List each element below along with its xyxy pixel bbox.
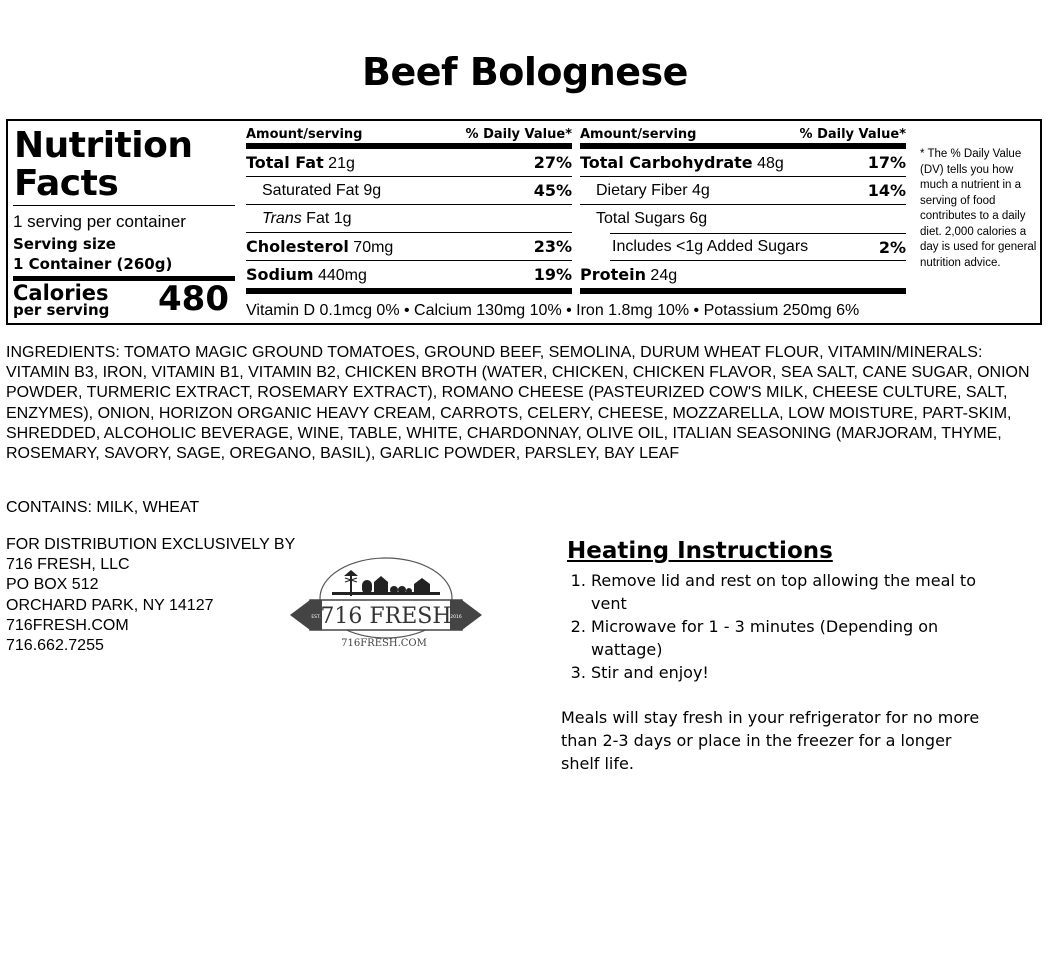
servings-per-container: 1 serving per container bbox=[13, 212, 186, 231]
logo-est: EST. bbox=[311, 615, 321, 620]
heating-title: Heating Instructions bbox=[567, 538, 833, 564]
calories-value: 480 bbox=[158, 279, 229, 319]
row-protein bbox=[580, 261, 906, 294]
nutrient-dv: 14% bbox=[867, 181, 906, 200]
row-saturated-fat bbox=[246, 177, 572, 205]
row-added-sugars bbox=[610, 233, 906, 261]
serving-size bbox=[13, 234, 172, 274]
nutrition-facts-panel bbox=[6, 119, 1042, 325]
row-total-carbohydrate bbox=[580, 149, 906, 177]
nutrient-amount: 21g bbox=[323, 154, 355, 172]
nutrient-column-right bbox=[580, 125, 906, 294]
dv-header: % Daily Value* bbox=[799, 127, 906, 142]
row-sodium bbox=[246, 261, 572, 294]
divider bbox=[13, 205, 235, 206]
nutrient-dv: 23% bbox=[533, 237, 572, 256]
daily-value-footnote: * The % Daily Value (DV) tells you how much a nutrient in a serving of food contributes to a daily diet. 2,000 calories a day is used for general nutrition advice. bbox=[920, 148, 1037, 269]
nutrient-name: Cholesterol bbox=[246, 236, 349, 256]
brand-logo bbox=[288, 552, 484, 654]
logo-wordmark: 716 FRESH bbox=[320, 604, 452, 629]
nutrient-amount: 70mg bbox=[348, 238, 394, 256]
nutrient-dv: 27% bbox=[533, 153, 572, 172]
row-total-fat bbox=[246, 149, 572, 177]
nutrient-name: Total Carbohydrate bbox=[580, 152, 753, 172]
distributor-info bbox=[6, 535, 295, 656]
nutrient-column-left bbox=[246, 125, 572, 294]
amount-header: Amount/serving bbox=[580, 127, 697, 142]
allergen-statement: CONTAINS: MILK, WHEAT bbox=[6, 499, 200, 516]
vitamins-line: Vitamin D 0.1mcg 0% • Calcium 130mg 10% • Iron 1.8mg 10% • Potassium 250mg 6% bbox=[246, 302, 860, 319]
row-cholesterol bbox=[246, 233, 572, 261]
heating-step: 3. Stir and enjoy! bbox=[591, 661, 981, 684]
nutrient-amount: 48g bbox=[752, 154, 784, 172]
nutrient-dv: 2% bbox=[878, 237, 906, 257]
row-dietary-fiber bbox=[580, 177, 906, 205]
column-header bbox=[246, 125, 572, 149]
trans-italic: Trans bbox=[262, 209, 302, 227]
nutrient-name: Total Fat bbox=[246, 152, 324, 172]
nutrient-name: Includes <1g Added Sugars bbox=[612, 238, 809, 255]
dist-city: ORCHARD PARK, NY 14127 bbox=[6, 596, 214, 614]
serving-size-value: 1 Container (260g) bbox=[13, 255, 173, 273]
nutrient-amount: 24g bbox=[645, 266, 678, 284]
nutrient-dv: 45% bbox=[533, 181, 572, 200]
dist-company: 716 FRESH, LLC bbox=[6, 556, 130, 574]
dist-po-box: PO BOX 512 bbox=[6, 576, 99, 594]
product-title: Beef Bolognese bbox=[362, 50, 688, 94]
nutrient-dv: 19% bbox=[533, 265, 572, 284]
ribbon-left bbox=[290, 600, 310, 630]
nutrient-name: Total Sugars 6g bbox=[596, 210, 708, 227]
calories-sub-text: per serving bbox=[13, 301, 110, 319]
amount-header: Amount/serving bbox=[246, 127, 363, 142]
logo-year: 2016 bbox=[450, 615, 462, 620]
column-header bbox=[580, 125, 906, 149]
dist-phone: 716.662.7255 bbox=[6, 637, 104, 655]
heading-line-1: Nutrition bbox=[14, 125, 193, 166]
nutrient-name: Protein bbox=[580, 264, 646, 284]
nutrient-amount: 440mg bbox=[313, 266, 367, 284]
heating-steps bbox=[561, 569, 981, 684]
nutrient-dv: 17% bbox=[867, 153, 906, 172]
calories-label bbox=[13, 281, 110, 319]
heating-step: 2. Microwave for 1 - 3 minutes (Depending on wattage) bbox=[591, 615, 981, 661]
dist-website: 716FRESH.COM bbox=[6, 616, 129, 634]
heating-instructions bbox=[561, 540, 981, 775]
storage-note: Meals will stay fresh in your refrigerator for no more than 2-3 days or place in the freezer for a longer shelf life. bbox=[561, 708, 980, 773]
dist-line: FOR DISTRIBUTION EXCLUSIVELY BY bbox=[6, 536, 296, 553]
heating-step: 1. Remove lid and rest on top allowing the meal to vent bbox=[591, 569, 981, 615]
nutrient-name: Sodium bbox=[246, 264, 314, 284]
nutrient-amount: Fat 1g bbox=[301, 209, 352, 227]
dv-header: % Daily Value* bbox=[465, 127, 572, 142]
nutrient-name: Dietary Fiber 4g bbox=[596, 181, 710, 199]
heading-line-2: Facts bbox=[14, 163, 119, 204]
ribbon-right bbox=[462, 600, 482, 630]
ingredients-text: INGREDIENTS: TOMATO MAGIC GROUND TOMATOES, GROUND BEEF, SEMOLINA, DURUM WHEAT FLOUR, VITAMIN/MINERALS: VITAMIN B3, IRON, VITAMIN B1, VITAMIN B2, CHICKEN BROTH (WATER, CHICKEN, CHICKEN FLAVOR, SEA SALT, CANE SUGAR, ONION POWDER, TURMERIC EXTRACT, ROSEMARY EXTRACT), ROMANO CHEESE (PASTEURIZED COW'S MILK, CHEESE CULTURE, SALT, ENZYMES), ONION, HORIZON ORGANIC HEAVY CREAM, CARROTS, CELERY, CHEESE, MOZZARELLA, LOW MOISTURE, PART-SKIM, SHREDDED, ALCOHOLIC BEVERAGE, WINE, TABLE, WHITE, CHARDONNAY, OLIVE OIL, ITALIAN SEASONING (MARJORAM, THYME, ROSEMARY, SAVORY, SAGE, OREGANO, BASIL), GARLIC POWDER, PARSLEY, BAY LEAF bbox=[6, 344, 1030, 463]
row-trans-fat bbox=[246, 205, 572, 233]
calories-label-text: Calories bbox=[13, 281, 109, 305]
serving-size-label: Serving size bbox=[13, 235, 116, 253]
nutrition-facts-heading bbox=[14, 127, 192, 203]
row-total-sugars bbox=[580, 205, 906, 233]
logo-url: 716FRESH.COM bbox=[341, 638, 427, 649]
nutrient-name: Saturated Fat 9g bbox=[262, 181, 382, 199]
